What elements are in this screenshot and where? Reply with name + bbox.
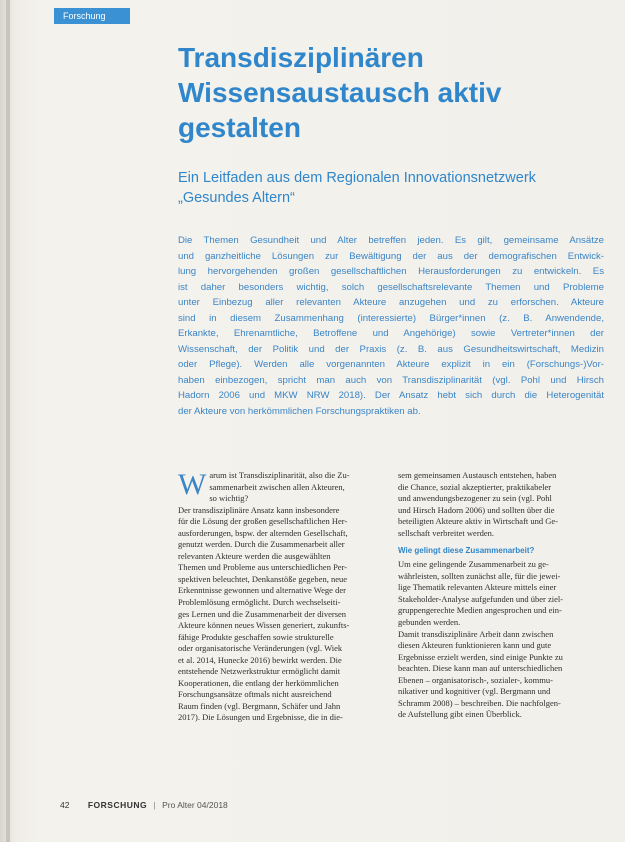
- text-line: und anwendungsbezogener zu sein (vgl. Pohl: [398, 493, 552, 504]
- text-line: relevanten Akteure werden die ausgewählten: [178, 550, 331, 561]
- text-line: ges Lernen und die Zusammenarbeit der diversen: [178, 608, 347, 619]
- section-heading: Wie gelingt diese Zusammenarbeit?: [398, 546, 535, 556]
- subtitle-line: „Gesundes Altern“: [178, 190, 295, 206]
- text-line: ausforderungen, bspw. der alternden Gesellschaft,: [178, 527, 348, 538]
- text-line: Ergebnisse erzielt werden, sind einige Punkte zu: [398, 651, 563, 662]
- text-line: unter Einbezug aller relevanten Akteure anzugehen und zu erforschen. Akteure: [178, 297, 604, 308]
- subtitle-line: Ein Leitfaden aus dem Regionalen Innovationsnetzwerk: [178, 170, 536, 186]
- text-line: lige Thematik relevanten Akteure mittels einer: [398, 582, 557, 593]
- text-line: Um eine gelingende Zusammenarbeit zu ge-: [398, 559, 549, 570]
- title-line: Wissensaustausch aktiv: [178, 77, 502, 108]
- text-line: Ebenen – organisatorisch-, sozialer-, kommu-: [398, 674, 553, 685]
- title-line: gestalten: [178, 112, 301, 143]
- text-line: ist daher besonders wichtig, solch gesellschaftsrelevante Themen und Probleme: [178, 281, 604, 293]
- text-line: währleisten, sollten zunächst alle, für die jewei-: [398, 570, 561, 581]
- body-column-left: [178, 470, 390, 724]
- footer-separator: |: [153, 800, 156, 810]
- page-footer: [60, 800, 228, 810]
- text-line: sem gemeinsamen Austausch entstehen, haben: [398, 470, 557, 480]
- text-line: Erkenntnisse gewonnen und alternative Wege der: [178, 585, 346, 596]
- page-fold-shadow: [6, 0, 10, 842]
- text-line: haben einbezogen, spricht man auch von Transdisziplinarität (vgl. Pohl und Hirsch: [178, 374, 604, 386]
- page-number: 42: [60, 800, 70, 810]
- text-line: Stakeholder-Analyse aufgefunden und über ziel-: [398, 593, 564, 604]
- text-line: de Aufstellung gibt einen Überblick.: [398, 709, 522, 720]
- text-line: so wichtig?: [209, 493, 249, 504]
- text-line: die Chance, sozial akzeptierter, praktikabeler: [398, 481, 552, 492]
- text-line: Kooperationen, die entlang der herkömmlichen: [178, 677, 339, 688]
- article-subtitle: [178, 168, 598, 208]
- text-line: Schramm 2008) – beschreiben. Die nachfolgen-: [398, 697, 561, 708]
- text-line: Akteure können neues Wissen generiert, zukunfts-: [178, 620, 350, 631]
- text-line: sind in diesem Zusammenhang (interessierte) Bürger*innen (z. B. Anwendende,: [178, 312, 604, 324]
- title-line: Transdisziplinären: [178, 42, 424, 73]
- text-line: lung hervorgehenden großen gesellschaftlichen Herausforderungen zu entwickeln. Es: [178, 266, 604, 277]
- body-column-right: [398, 470, 604, 721]
- text-line: Wissenschaft, der Politik und der Praxis (z. B. aus Gesundheitswirtschaft, Medizin: [178, 343, 604, 355]
- text-line: und Hirsch Hadorn 2006) und sollten über die: [398, 504, 555, 515]
- text-line: spektiven beleuchtet, Denkanstöße gegeben, neue: [178, 573, 347, 584]
- text-line: beteiligten Akteure aktiv in Wirtschaft und Ge-: [398, 516, 559, 527]
- text-line: genutzt werden. Durch die Zusammenarbeit aller: [178, 539, 345, 550]
- text-line: Forschungsansätze oftmals nicht ausreichend: [178, 689, 332, 700]
- text-line: und ganzheitliche Lösungen zur Bewältigung der aus der demografischen Entwick-: [178, 250, 604, 262]
- text-line: Raum finden (vgl. Bergmann, Schäfer und Jahn: [178, 700, 341, 711]
- text-line: oder organisatorische Veränderungen (vgl. Wiek: [178, 643, 343, 654]
- drop-cap: W: [178, 468, 207, 501]
- text-line: 2017). Die Lösungen und Ergebnisse, die in die-: [178, 712, 343, 723]
- article-title: [178, 40, 578, 145]
- text-line: gruppengerechte Medien angesprochen und ein-: [398, 605, 562, 616]
- text-line: entstehende Netzwerkstruktur ermöglicht damit: [178, 666, 341, 677]
- text-line: et al. 2014, Hunecke 2016) bewirkt werden. Die: [178, 654, 342, 665]
- text-line: Themen und Probleme aus unterschiedlichen Per-: [178, 562, 348, 573]
- text-line: sammenarbeit zwischen allen Akteuren,: [209, 481, 345, 492]
- text-line: Der transdisziplinäre Ansatz kann insbesondere: [178, 504, 340, 515]
- text-line: oder Pflege). Werden alle vorgenannten Akteure explizit in ein (Forschungs-)Vor-: [178, 359, 604, 370]
- text-line: Erkankte, Ehrenamtliche, Betroffene und Angehörige) sowie Vertreter*innen der: [178, 328, 604, 339]
- text-line: Hadorn 2006 und MKW NRW 2018). Der Ansatz hebt sich durch die Heterogenität: [178, 390, 604, 401]
- magazine-issue: Pro Alter 04/2018: [162, 800, 228, 810]
- text-line: beachten. Diese kann man auf unterschiedlichen: [398, 663, 563, 674]
- intro-paragraph: [178, 233, 604, 419]
- text-line: fähige Produkte geschaffen sowie strukturelle: [178, 631, 334, 642]
- text-line: sellschaft verbreitet werden.: [398, 527, 495, 538]
- text-line: arum ist Transdisziplinarität, also die Zu-: [209, 470, 350, 480]
- text-line: für die Lösung der großen gesellschaftlichen Her-: [178, 516, 348, 527]
- text-line: Problemlösung ermöglicht. Durch wechselseiti-: [178, 597, 341, 608]
- magazine-section-name: FORSCHUNG: [87, 800, 148, 810]
- text-line: Damit transdisziplinäre Arbeit dann zwischen: [398, 628, 554, 639]
- text-line: nikativer und kognitiver (vgl. Bergmann und: [398, 686, 551, 697]
- text-line: Die Themen Gesundheit und Alter betreffen jeden. Es gilt, gemeinsame Ansätze: [178, 235, 604, 246]
- text-line: diesen Akteuren funktionieren kann und gute: [398, 640, 552, 651]
- text-line: der Akteure von herkömmlichen Forschungspraktiken ab.: [178, 405, 421, 417]
- section-tag: Forschung: [54, 8, 130, 24]
- text-line: gebunden werden.: [398, 617, 461, 628]
